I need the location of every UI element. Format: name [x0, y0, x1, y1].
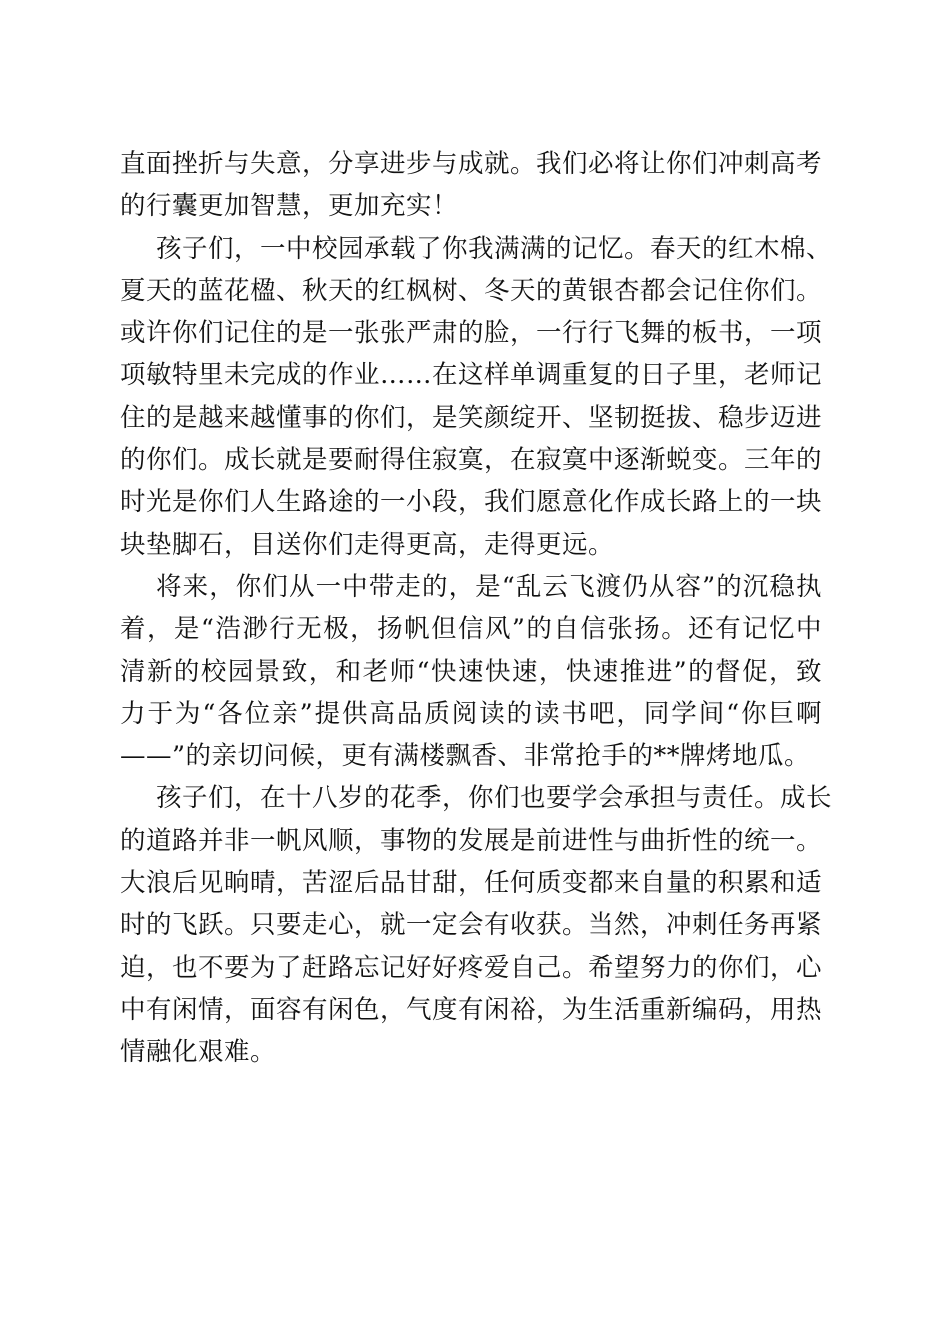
text-line: 时的飞跃。只要走心，就一定会有收获。当然，冲刺任务再紧	[120, 910, 823, 941]
text-line: 的道路并非一帆风顺，事物的发展是前进性与曲折性的统一。	[120, 825, 823, 856]
text-line: 情融化艰难。	[120, 1037, 277, 1068]
paragraph-first-line: 孩子们，在十八岁的花季，你们也要学会承担与责任。成长	[156, 783, 833, 814]
text-line: 时光是你们人生路途的一小段，我们愿意化作成长路上的一块	[120, 487, 823, 518]
text-line: 的行囊更加智慧，更加充实！	[120, 191, 459, 222]
paragraph-first-line: 孩子们，一中校园承载了你我满满的记忆。春天的红木棉、	[156, 233, 833, 264]
text-line: 大浪后见晌晴，苦涩后品甘甜，任何质变都来自量的积累和适	[120, 868, 823, 899]
text-line: 中有闲情，面容有闲色，气度有闲裕，为生活重新编码，用热	[120, 994, 823, 1025]
paragraph-first-line: 将来，你们从一中带走的，是“乱云飞渡仍从容”的沉稳执	[156, 571, 822, 602]
text-line: 夏天的蓝花楹、秋天的红枫树、冬天的黄银杏都会记住你们。	[120, 275, 823, 306]
text-line: 项敏特里未完成的作业……在这样单调重复的日子里，老师记	[120, 360, 823, 391]
text-line: 住的是越来越懂事的你们，是笑颜绽开、坚韧挺拔、稳步迈进	[120, 402, 823, 433]
text-line: 迫，也不要为了赶路忘记好好疼爱自己。希望努力的你们，心	[120, 952, 823, 983]
text-line: 清新的校园景致，和老师“快速快速，快速推进”的督促，致	[120, 656, 822, 687]
text-line: 直面挫折与失意，分享进步与成就。我们必将让你们冲刺高考	[120, 149, 823, 179]
text-line: 或许你们记住的是一张张严肃的脸，一行行飞舞的板书，一项	[120, 318, 823, 349]
body-text	[120, 143, 833, 1074]
text-line: 块垫脚石，目送你们走得更高，走得更远。	[120, 529, 615, 560]
text-line: 力于为“各位亲”提供高品质阅读的读书吧，同学间“你巨啊	[120, 698, 822, 729]
text-line: ——”的亲切问候，更有满楼飘香、非常抢手的**牌烤地瓜。	[120, 741, 811, 772]
text-line: 的你们。成长就是要耐得住寂寞，在寂寞中逐渐蜕变。三年的	[120, 445, 823, 476]
text-line: 着，是“浩渺行无极，扬帆但信风”的自信张扬。还有记忆中	[120, 614, 822, 645]
